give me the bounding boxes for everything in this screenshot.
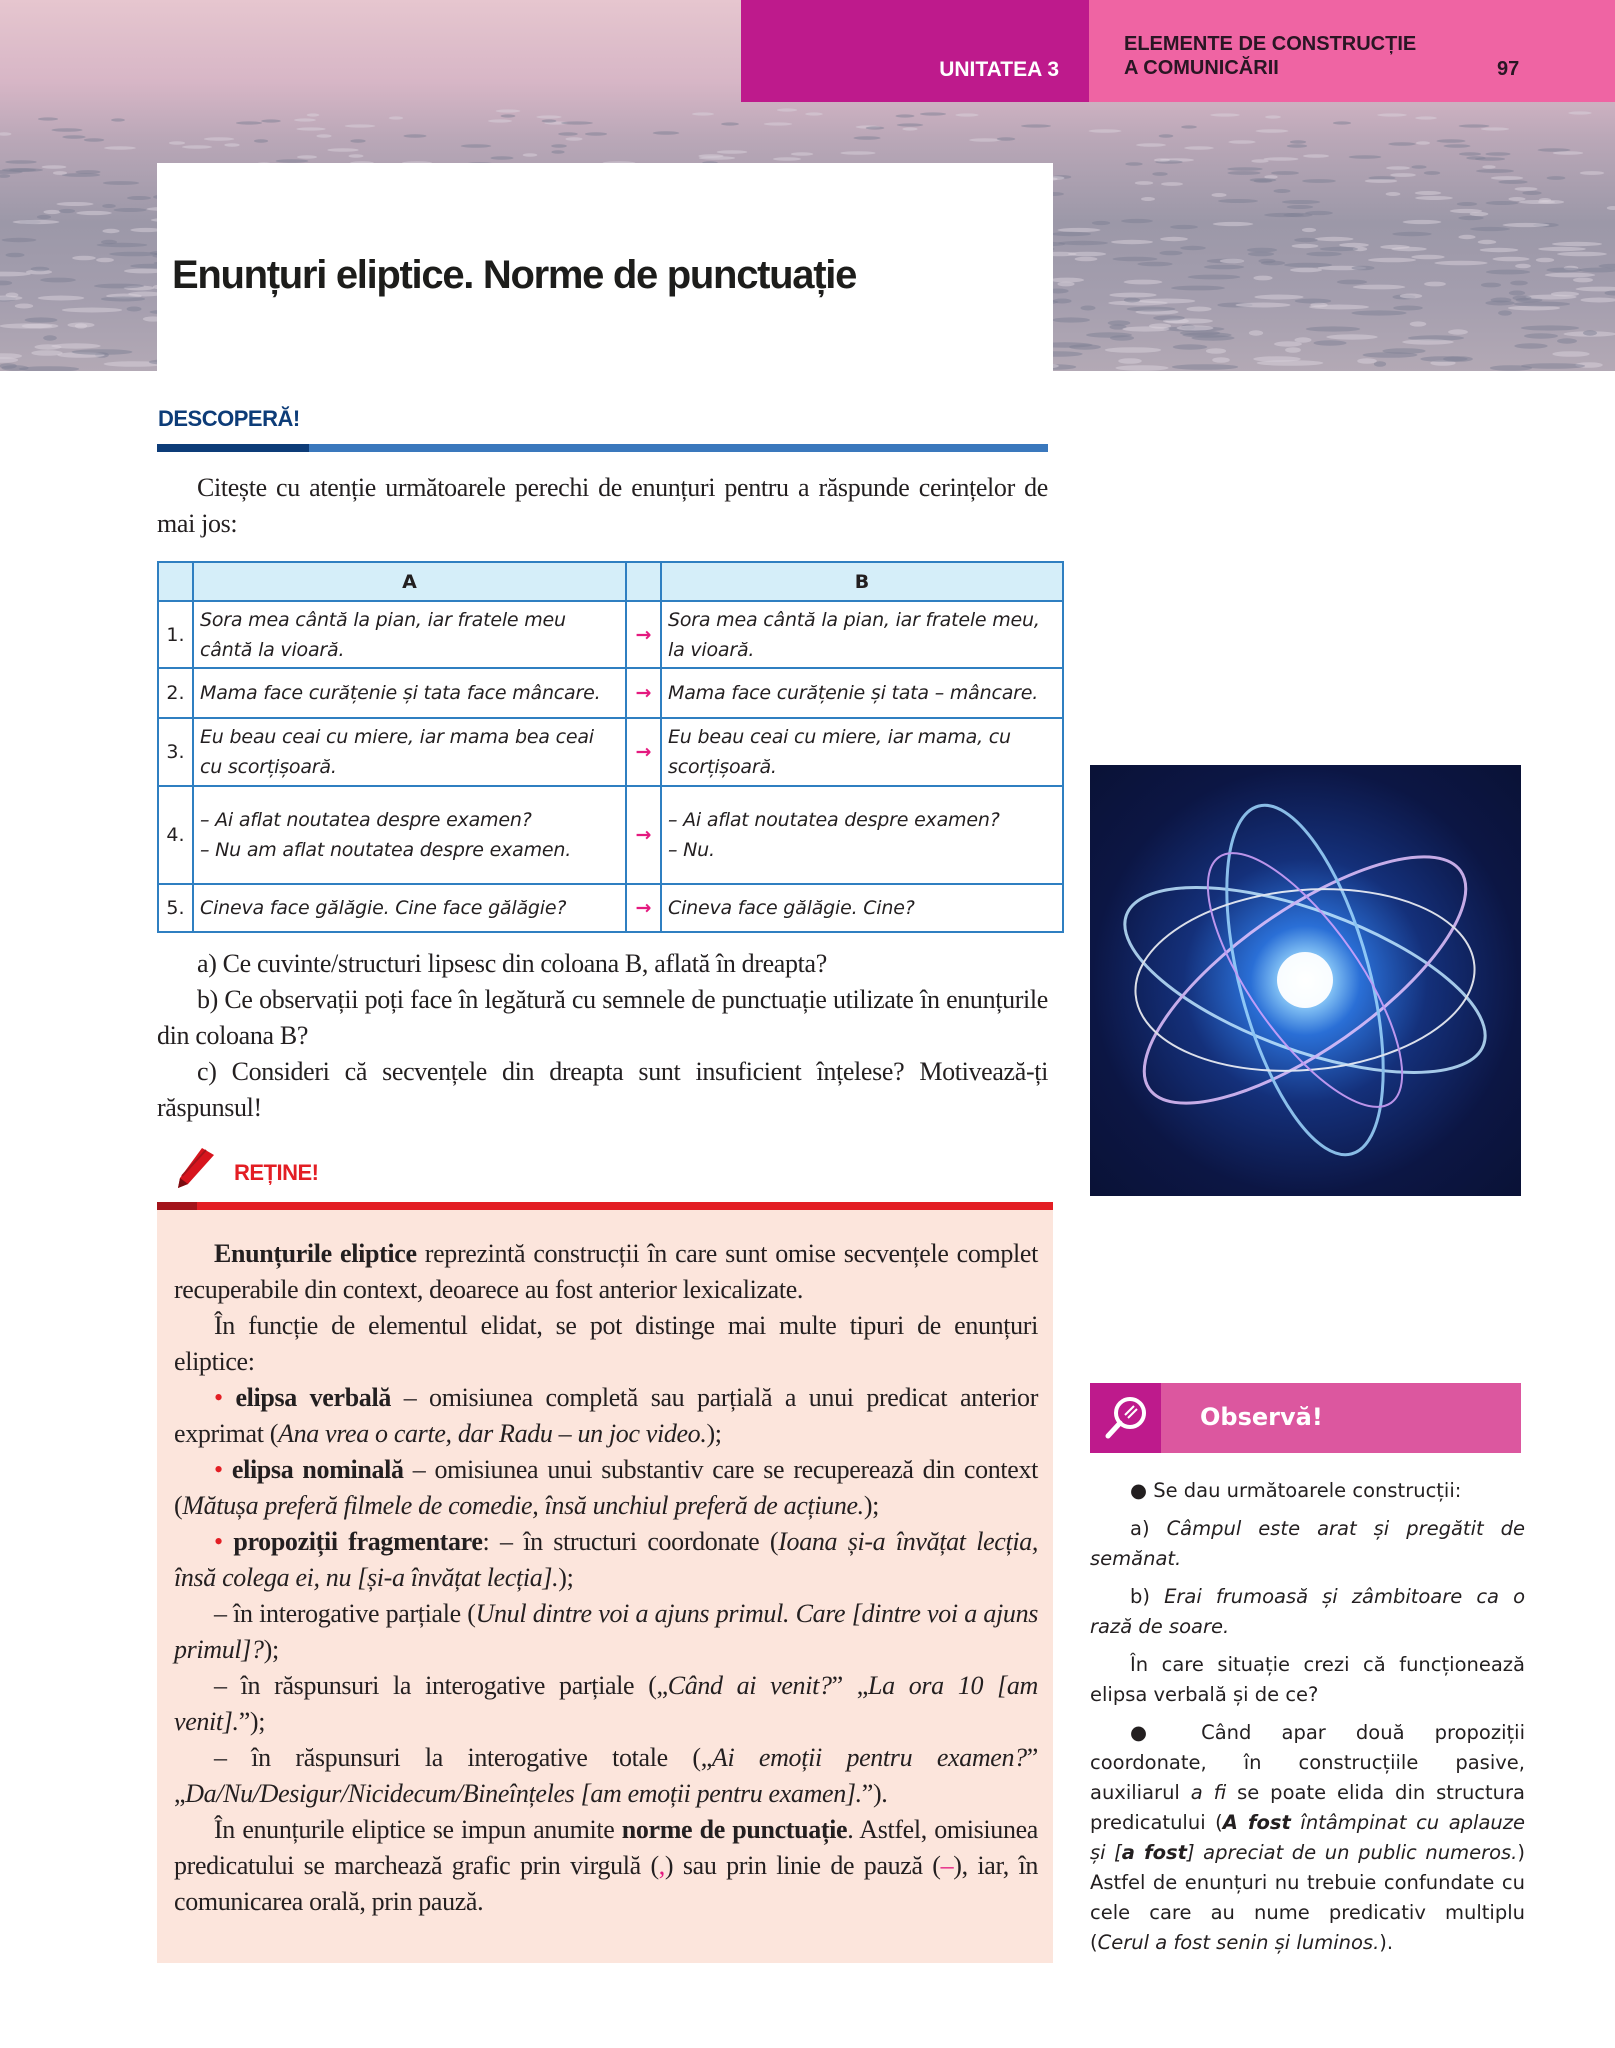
example: Câmpul este arat și pregătit de semănat. [1090, 1517, 1525, 1570]
table-row [158, 601, 1063, 668]
list-item [174, 1380, 1038, 1452]
sentence-pairs-table [157, 561, 1064, 933]
example: Da/Nu/Desigur/Nicidecum/Bineînțeles [am emoții pentru examen]. [185, 1779, 862, 1808]
cell-a: Cineva face gălăgie. Cine face gălăgie? [193, 884, 626, 932]
table-row [158, 884, 1063, 932]
table-row [158, 786, 1063, 884]
example: Mătușa preferă filmele de comedie, însă unchiul preferă de acțiune. [182, 1491, 864, 1520]
example: Erai frumoasă și zâmbitoare ca o rază de soare. [1090, 1585, 1526, 1638]
term: propoziții fragmentare [233, 1527, 483, 1556]
text: – în răspunsuri la interogative parțiale („ [214, 1671, 668, 1700]
section-title [1124, 32, 1416, 80]
term: Enunțurile eliptice [214, 1239, 417, 1268]
text: ) Astfel de enunțuri nu trebuie confundate cu cele care au nume predicativ multiplu ( [1090, 1841, 1525, 1954]
dialog-line: – Ai aflat noutatea despre examen? [668, 809, 1000, 831]
row-number: 5. [158, 884, 193, 932]
retine-divider [157, 1202, 1053, 1210]
text: se poate elida din structura predicatului ( [1090, 1781, 1525, 1834]
row-number: 3. [158, 718, 193, 786]
header-a: A [193, 562, 626, 601]
retine-box [157, 1210, 1053, 1963]
text: ); [863, 1491, 880, 1520]
row-number: 2. [158, 668, 193, 718]
example: La ora 10 [am venit]. [174, 1671, 1038, 1736]
sub-item [174, 1668, 1038, 1740]
example: Cerul a fost senin și luminos. [1097, 1931, 1380, 1954]
text: ); [558, 1563, 574, 1592]
cell-b: Eu beau ceai cu miere, iar mama, cu scorțișoară. [661, 718, 1063, 786]
descopera-divider [157, 444, 1048, 452]
page-title: Enunțuri eliptice. Norme de punctuație [172, 253, 857, 297]
arrow-right-icon: → [626, 884, 661, 932]
cell-a: Eu beau ceai cu miere, iar mama bea ceai cu scorțișoară. [193, 718, 626, 786]
cell-a: Sora mea cântă la pian, iar fratele meu cântă la vioară. [193, 601, 626, 668]
observa-text [1090, 1476, 1525, 1966]
text: ) sau prin linie de pauză ( [664, 1851, 941, 1880]
row-number: 4. [158, 786, 193, 884]
example: Ana vrea o carte, dar Radu – un joc video. [278, 1419, 707, 1448]
example-a [1090, 1514, 1525, 1574]
arrow-right-icon: → [626, 718, 661, 786]
arrow-right-icon: → [626, 668, 661, 718]
section-title-line2: A COMUNICĂRII [1124, 57, 1279, 79]
observa-note [1090, 1718, 1525, 1958]
dialog-line: – Ai aflat noutatea despre examen? [200, 809, 532, 831]
text: ); [706, 1419, 722, 1448]
intro-text: Citește cu atenție următoarele perechi de enunțuri pentru a răspunde cerințelor de mai jos: [157, 473, 1048, 538]
observa-question: În care situație crezi că funcționează elipsa verbală și de ce? [1090, 1653, 1525, 1706]
header-num [158, 562, 193, 601]
text: – omisiunea completă sau parțială a unui predicat anterior exprimat ( [174, 1383, 1038, 1448]
example-b [1090, 1582, 1525, 1642]
example: Ai emoții pentru examen? [711, 1743, 1027, 1772]
term: elipsa nominală [231, 1455, 404, 1484]
example: Ioana și-a învățat lecția, însă colega ei, nu [și-a învățat lecția]. [174, 1527, 1038, 1592]
dialog-line: – Nu. [668, 839, 715, 861]
cell-b: Cineva face gălăgie. Cine? [661, 884, 1063, 932]
cell-b [661, 786, 1063, 884]
cell-a: Mama face curățenie și tata face mâncare. [193, 668, 626, 718]
text: Se dau următoarele construcții: [1147, 1479, 1462, 1502]
cell-b: Mama face curățenie și tata – mâncare. [661, 668, 1063, 718]
example: Unul dintre voi a ajuns primul. Care [dintre voi a ajuns primul]? [174, 1599, 1038, 1664]
comma-mark: , [658, 1851, 665, 1880]
punctuation-paragraph [174, 1812, 1038, 1920]
text: ”). [861, 1779, 888, 1808]
list-item [174, 1452, 1038, 1524]
magnifier-icon [1090, 1383, 1161, 1453]
bullet-icon: • [214, 1455, 223, 1484]
table-row [158, 718, 1063, 786]
pencil-icon [172, 1146, 218, 1197]
observa-intro [1090, 1476, 1525, 1506]
label: b) [1130, 1585, 1165, 1608]
term: norme de punctuație [621, 1815, 848, 1844]
cell-b: Sora mea cântă la pian, iar fratele meu, la vioară. [661, 601, 1063, 668]
list-item [174, 1524, 1038, 1596]
text: În enunțurile eliptice se impun anumite [214, 1815, 622, 1844]
example: a fi [1190, 1781, 1227, 1804]
bullet-icon: • [214, 1383, 223, 1412]
table-header-row [158, 562, 1063, 601]
text: – în răspunsuri la interogative totale („ [214, 1743, 712, 1772]
dash-mark: – [940, 1851, 954, 1880]
table-row [158, 668, 1063, 718]
retine-heading: REȚINE! [234, 1160, 319, 1185]
example: Când ai venit? [667, 1671, 832, 1700]
term: elipsa verbală [235, 1383, 391, 1412]
question-b: b) Ce observații poți face în legătură cu semnele de punctuație utilizate în enunțurile din coloana B? [157, 985, 1048, 1050]
sub-item [174, 1740, 1038, 1812]
header-arrow [626, 562, 661, 601]
questions [157, 946, 1048, 1126]
example: întâmpinat cu aplauze și [ [1090, 1811, 1525, 1864]
text: – în interogative parțiale ( [214, 1599, 476, 1628]
sub-item [174, 1596, 1038, 1668]
page-number: 97 [1497, 58, 1520, 80]
text: ), iar, în comunicarea orală, prin pauză. [174, 1851, 1039, 1916]
cell-a [193, 786, 626, 884]
arrow-right-icon: → [626, 601, 661, 668]
question-a: a) Ce cuvinte/structuri lipsesc din coloana B, aflată în dreapta? [197, 949, 827, 978]
text: ); [263, 1635, 279, 1664]
title-box [157, 163, 1053, 371]
example-bold: A fost [1222, 1811, 1291, 1834]
definition-paragraph [174, 1236, 1038, 1308]
header-b: B [661, 562, 1063, 601]
atom-illustration [1090, 765, 1521, 1196]
bullet-icon: • [214, 1527, 223, 1556]
observa-heading: Observă! [1200, 1403, 1323, 1431]
text: reprezintă construcții în care sunt omise secvențele complet recuperabile din context, deoarece au fost anterior lexicalizate. [174, 1239, 1038, 1304]
row-number: 1. [158, 601, 193, 668]
bullet-icon: ● [1130, 1721, 1171, 1744]
section-header [1089, 0, 1615, 102]
text: . Astfel, omisiunea predicatului se marchează grafic prin virgulă ( [174, 1815, 1038, 1880]
text: ). [1379, 1931, 1394, 1954]
descopera-heading: DESCOPERĂ! [158, 406, 300, 431]
example-bold: a fost [1121, 1841, 1187, 1864]
types-intro: În funcție de elementul elidat, se pot distinge mai multe tipuri de enunțuri eliptice: [174, 1311, 1038, 1376]
text: ” „ [174, 1743, 1038, 1808]
text: Când apar două propoziții coordonate, în construcțiile pasive, auxiliarul [1090, 1721, 1525, 1804]
text: : – în structuri coordonate ( [482, 1527, 779, 1556]
bullet-icon: ● [1130, 1479, 1148, 1502]
text: ” „ [831, 1671, 868, 1700]
text: ”); [238, 1707, 266, 1736]
label: a) [1130, 1517, 1167, 1540]
observa-header [1090, 1383, 1521, 1453]
text: – omisiunea unui substantiv care se recuperează din context ( [174, 1455, 1039, 1520]
unit-label: UNITATEA 3 [741, 0, 1089, 102]
arrow-right-icon: → [626, 786, 661, 884]
question-c: c) Consideri că secvențele din dreapta sunt insuficient înțelese? Motivează-ți răspunsul! [157, 1057, 1048, 1122]
example: ] apreciat de un public numeros. [1186, 1841, 1518, 1864]
dialog-line: – Nu am aflat noutatea despre examen. [200, 839, 572, 861]
section-title-line1: ELEMENTE DE CONSTRUCȚIE [1124, 33, 1417, 55]
